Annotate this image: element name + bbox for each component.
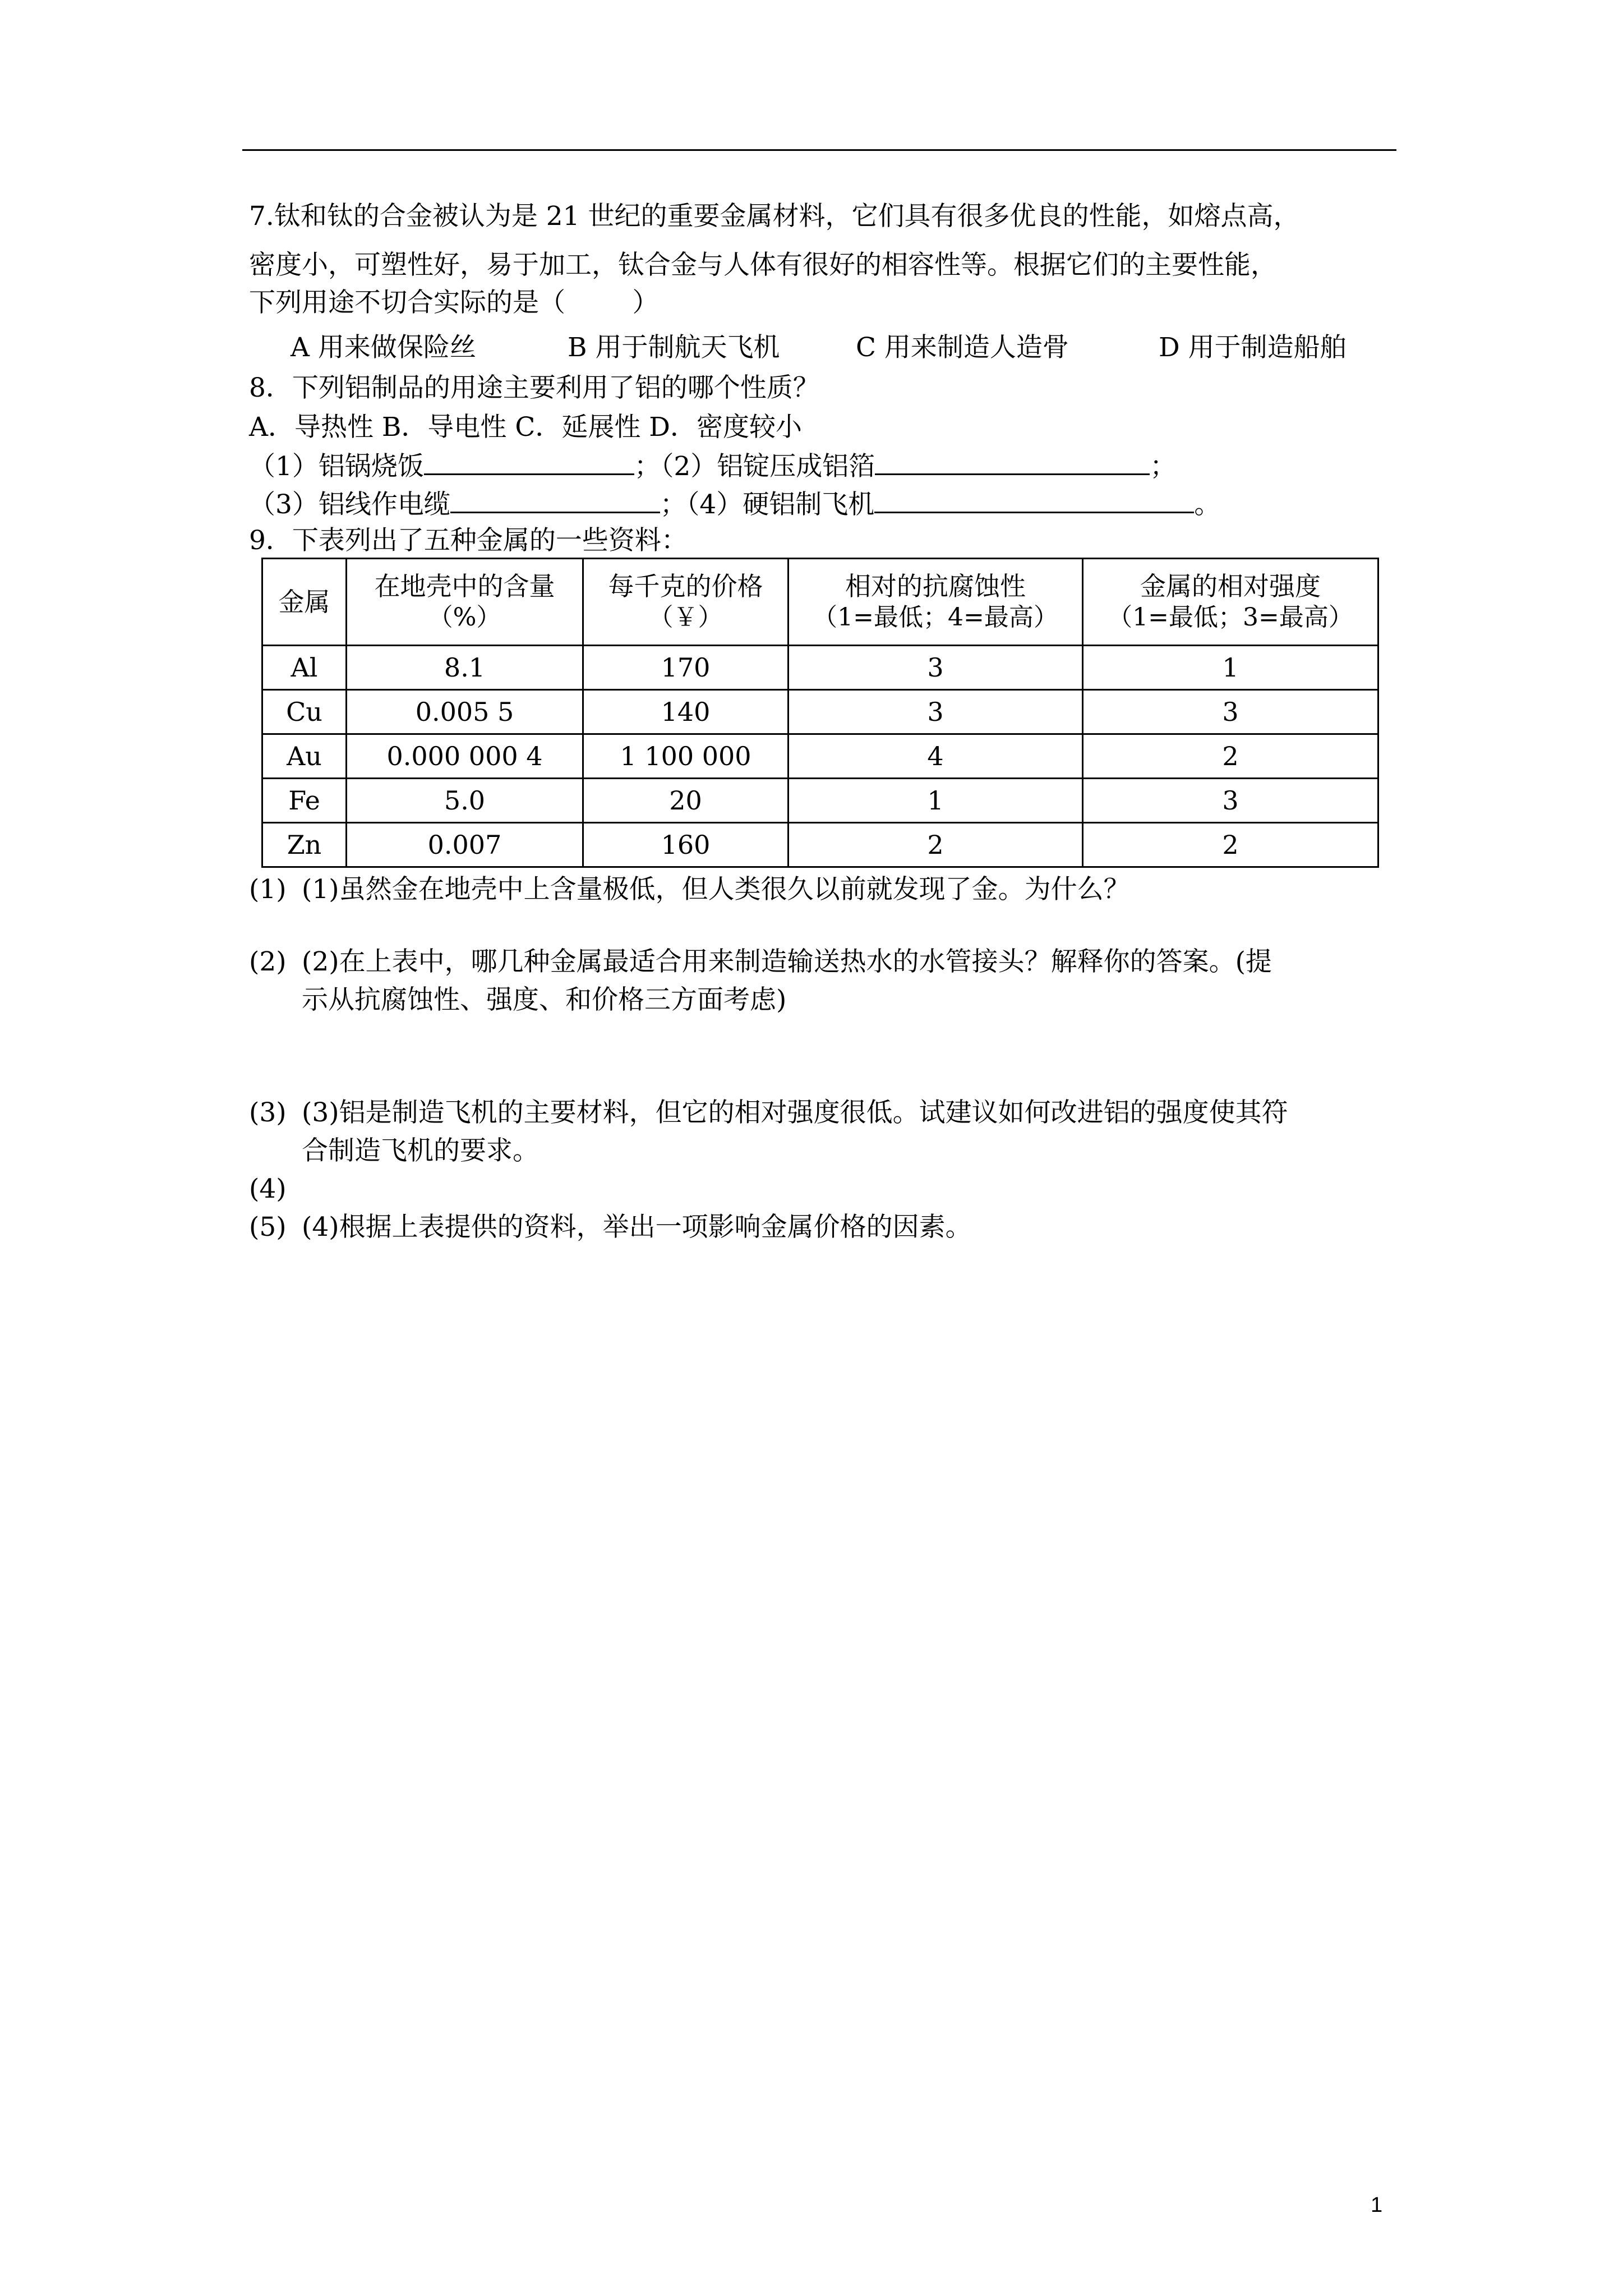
sub-question-2-text-1: (2)在上表中，哪几种金属最适合用来制造输送热水的水管接头？解释你的答案。(提 bbox=[302, 946, 1272, 977]
q8-stem: 8．下列铝制品的用途主要利用了铝的哪个性质？ bbox=[249, 372, 819, 403]
table-cell: 2 bbox=[1083, 734, 1378, 779]
q7-option-c: C 用来制造人造骨 bbox=[856, 332, 1069, 363]
q8-blank-3[interactable] bbox=[450, 487, 660, 513]
table-row bbox=[262, 734, 1378, 779]
q7-line-2: 密度小，可塑性好，易于加工，钛合金与人体有很好的相容性等。根据它们的主要性能， bbox=[249, 250, 1277, 280]
sub-question-3-text-1: (3)铝是制造飞机的主要材料，但它的相对强度很低。试建议如何改进铝的强度使其符 bbox=[302, 1097, 1288, 1128]
table-cell: 2 bbox=[1083, 823, 1378, 867]
q8-item-1: （1）铝锅烧饭 bbox=[249, 451, 424, 482]
table-cell: 1 bbox=[789, 779, 1083, 823]
table-cell: 0.005 5 bbox=[347, 690, 583, 734]
q8-row-1 bbox=[249, 449, 1176, 484]
q8-item-2: ；（2）铝锭压成铝箔 bbox=[634, 451, 875, 482]
table-row bbox=[262, 690, 1378, 734]
header-metal: 金属 bbox=[262, 559, 347, 646]
header-crust-content: 在地壳中的含量 （%） bbox=[347, 559, 583, 646]
sub-question-4-number: (4) bbox=[249, 1174, 287, 1204]
sub-question-5-text: (4)根据上表提供的资料，举出一项影响金属价格的因素。 bbox=[302, 1212, 972, 1243]
sub-question-3-number: (3) bbox=[249, 1097, 287, 1128]
page-number: 1 bbox=[1371, 2193, 1383, 2217]
sub-question-5-number: (5) bbox=[249, 1212, 287, 1243]
table-cell: 3 bbox=[789, 646, 1083, 690]
table-cell: Zn bbox=[262, 823, 347, 867]
sub-question-3-text-2: 合制造飞机的要求。 bbox=[302, 1135, 539, 1166]
header-relative-strength: 金属的相对强度 （1=最低；3=最高） bbox=[1083, 559, 1378, 646]
q8-blank-2[interactable] bbox=[875, 449, 1150, 475]
table-cell: 140 bbox=[583, 690, 789, 734]
q8-item-3: （3）铝线作电缆 bbox=[249, 489, 450, 520]
sub-question-1-text: (1)虽然金在地壳中上含量极低，但人类很久以前就发现了金。为什么？ bbox=[302, 874, 1130, 905]
q8-item-4: ；（4）硬铝制飞机 bbox=[660, 489, 875, 520]
q8-choices: A．导热性 B．导电性 C．延展性 D．密度较小 bbox=[249, 412, 802, 443]
table-row bbox=[262, 646, 1378, 690]
q8-blank-4[interactable] bbox=[874, 487, 1194, 513]
header-corrosion-resistance: 相对的抗腐蚀性 （1=最低；4=最高） bbox=[789, 559, 1083, 646]
table-cell: 170 bbox=[583, 646, 789, 690]
table-cell: Fe bbox=[262, 779, 347, 823]
table-cell: 1 100 000 bbox=[583, 734, 789, 779]
q8-blank-1[interactable] bbox=[424, 449, 634, 475]
header-price: 每千克的价格 （￥） bbox=[583, 559, 789, 646]
table-cell: 5.0 bbox=[347, 779, 583, 823]
q8-end-1: ； bbox=[1150, 451, 1177, 482]
table-cell: 1 bbox=[1083, 646, 1378, 690]
table-row bbox=[262, 779, 1378, 823]
q7-option-b: B 用于制航天飞机 bbox=[568, 332, 780, 363]
header-rule bbox=[242, 149, 1396, 151]
table-cell: 0.007 bbox=[347, 823, 583, 867]
table-cell: 3 bbox=[1083, 779, 1378, 823]
q9-stem: 9．下表列出了五种金属的一些资料： bbox=[249, 525, 688, 556]
table-header-row bbox=[262, 559, 1378, 646]
table-cell: 20 bbox=[583, 779, 789, 823]
sub-question-2-number: (2) bbox=[249, 946, 287, 977]
metals-table bbox=[261, 558, 1379, 868]
table-cell: 3 bbox=[1083, 690, 1378, 734]
q7-option-d: D 用于制造船舶 bbox=[1159, 332, 1347, 363]
table-cell: 2 bbox=[789, 823, 1083, 867]
table-cell: 4 bbox=[789, 734, 1083, 779]
q7-option-a: A 用来做保险丝 bbox=[291, 332, 476, 363]
q7-line-1: 7.钛和钛的合金被认为是 21 世纪的重要金属材料，它们具有很多优良的性能，如熔点高， bbox=[249, 201, 1300, 232]
table-cell: 0.000 000 4 bbox=[347, 734, 583, 779]
table-cell: 160 bbox=[583, 823, 789, 867]
q8-end-2: 。 bbox=[1194, 489, 1221, 520]
table-cell: Au bbox=[262, 734, 347, 779]
q8-row-2 bbox=[249, 487, 1220, 522]
sub-question-1-number: (1) bbox=[249, 874, 287, 905]
table-row bbox=[262, 823, 1378, 867]
table-cell: 8.1 bbox=[347, 646, 583, 690]
table-cell: Cu bbox=[262, 690, 347, 734]
q7-line-3: 下列用途不切合实际的是（ ） bbox=[249, 287, 659, 318]
table-cell: Al bbox=[262, 646, 347, 690]
sub-question-2-text-2: 示从抗腐蚀性、强度、和价格三方面考虑) bbox=[302, 984, 787, 1015]
table-cell: 3 bbox=[789, 690, 1083, 734]
